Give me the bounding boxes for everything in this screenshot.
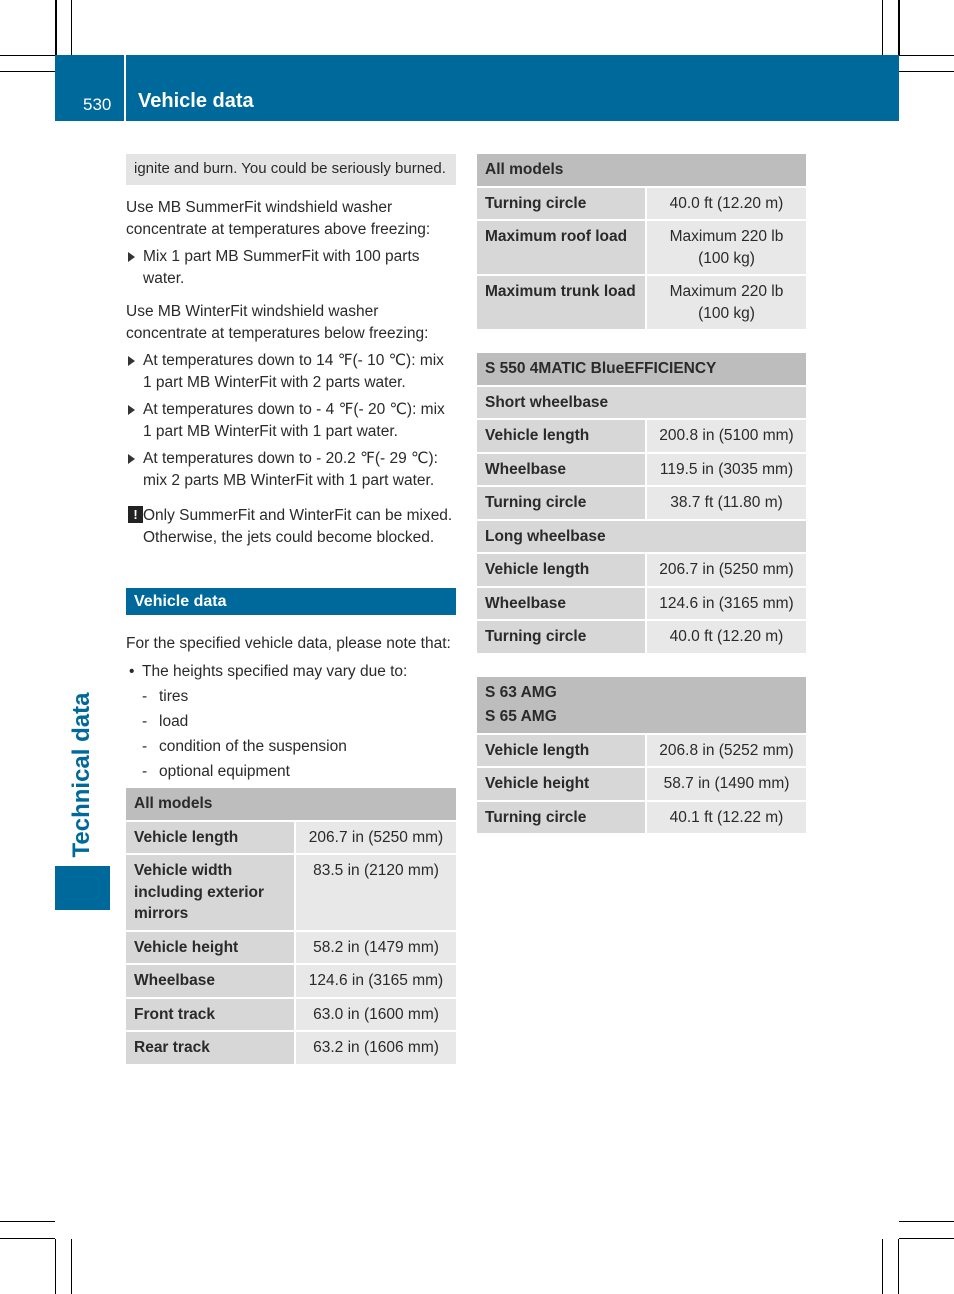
crop-mark	[55, 1239, 56, 1294]
table-key: Turning circle	[477, 486, 646, 520]
crop-mark	[899, 71, 954, 72]
table-key: Vehicle height	[477, 767, 646, 801]
note-item	[126, 505, 456, 548]
table-row	[477, 419, 806, 453]
sub-list-text: load	[159, 712, 189, 730]
table-header	[477, 677, 806, 734]
table-value: 63.2 in (1606 mm)	[295, 1031, 456, 1065]
table-row	[477, 453, 806, 487]
table-key: Vehicle length	[126, 821, 295, 855]
table-row	[477, 386, 806, 420]
crop-mark	[899, 1238, 954, 1239]
table-key: Turning circle	[477, 187, 646, 221]
table-row	[126, 964, 456, 998]
crop-mark	[71, 1239, 72, 1294]
table-header: S 550 4MATIC BlueEFFICIENCY	[477, 353, 806, 386]
table-key: Wheelbase	[477, 453, 646, 487]
table-key: Wheelbase	[126, 964, 295, 998]
table-spacer	[477, 655, 806, 677]
sub-list-item	[126, 711, 456, 733]
warning-icon: !	[128, 506, 143, 523]
dash-icon: -	[142, 687, 148, 705]
bullet-icon: •	[129, 662, 135, 680]
all-models-loads-table	[477, 154, 806, 331]
table-key: Rear track	[126, 1031, 295, 1065]
bullet-text: The heights specified may vary due to:	[142, 662, 408, 680]
step-text: At temperatures down to 14 ℉(- 10 ℃): mix 1 part MB WinterFit with 2 parts water.	[143, 352, 444, 391]
right-column	[477, 154, 806, 835]
table-row	[126, 788, 456, 821]
crop-mark	[0, 71, 55, 72]
table-row	[477, 353, 806, 386]
section-heading: Vehicle data	[126, 588, 456, 615]
table-value: 206.7 in (5250 mm)	[295, 821, 456, 855]
sub-list-item	[126, 736, 456, 758]
note-text: Only SummerFit and WinterFit can be mixed. Otherwise, the jets could become blocked.	[143, 507, 453, 546]
table-key: Vehicle length	[477, 419, 646, 453]
step-item	[126, 399, 456, 442]
table-value: 200.8 in (5100 mm)	[646, 419, 806, 453]
table-row	[477, 801, 806, 835]
table-row	[477, 220, 806, 275]
table-value: 40.0 ft (12.20 m)	[646, 620, 806, 654]
table-value: Maximum 220 lb (100 kg)	[646, 275, 806, 330]
step-item	[126, 246, 456, 289]
table-header: All models	[126, 788, 456, 821]
table-row	[477, 275, 806, 330]
sub-list-item	[126, 761, 456, 783]
step-arrow-icon	[128, 454, 135, 464]
crop-mark	[882, 1239, 883, 1294]
table-row	[477, 587, 806, 621]
crop-mark	[0, 1238, 55, 1239]
step-text: At temperatures down to - 20.2 ℉(- 29 ℃): mix 2 parts MB WinterFit with 1 part water.	[143, 450, 438, 489]
table-header-line: S 65 AMG	[485, 708, 557, 725]
table-key: Vehicle length	[477, 734, 646, 768]
sub-list-text: tires	[159, 687, 189, 705]
table-value: 119.5 in (3035 mm)	[646, 453, 806, 487]
all-models-dimensions-table	[126, 788, 456, 1066]
table-key: Maximum trunk load	[477, 275, 646, 330]
table-row	[477, 486, 806, 520]
step-text: Mix 1 part MB SummerFit with 100 parts water.	[143, 248, 420, 287]
table-key: Vehicle length	[477, 553, 646, 587]
crop-mark	[898, 1239, 899, 1294]
side-tab-marker	[55, 866, 110, 910]
table-value: 40.1 ft (12.22 m)	[646, 801, 806, 835]
sub-list-item	[126, 686, 456, 708]
table-row	[126, 998, 456, 1032]
table-value: 206.7 in (5250 mm)	[646, 553, 806, 587]
crop-mark	[898, 0, 900, 55]
table-value: Maximum 220 lb (100 kg)	[646, 220, 806, 275]
intro-paragraph: For the specified vehicle data, please note that:	[126, 635, 451, 652]
table-spacer	[477, 331, 806, 353]
winterfit-paragraph: Use MB WinterFit windshield washer concentrate at temperatures below freezing:	[126, 303, 429, 342]
s550-table	[477, 353, 806, 655]
table-key: Vehicle width including exterior mirrors	[126, 854, 295, 931]
dash-icon: -	[142, 737, 148, 755]
crop-mark	[55, 0, 57, 55]
dash-icon: -	[142, 762, 148, 780]
table-row	[477, 187, 806, 221]
table-row	[477, 154, 806, 187]
table-key: Maximum roof load	[477, 220, 646, 275]
page-title: Vehicle data	[138, 90, 254, 112]
table-value: 58.7 in (1490 mm)	[646, 767, 806, 801]
table-row	[477, 677, 806, 734]
sub-list-text: condition of the suspension	[159, 737, 347, 755]
table-row	[477, 767, 806, 801]
crop-mark	[899, 55, 954, 56]
table-value: 124.6 in (3165 mm)	[646, 587, 806, 621]
header-divider	[124, 55, 126, 121]
table-value: 40.0 ft (12.20 m)	[646, 187, 806, 221]
step-arrow-icon	[128, 356, 135, 366]
step-item	[126, 448, 456, 491]
table-value: 58.2 in (1479 mm)	[295, 931, 456, 965]
table-row	[126, 854, 456, 931]
table-row	[477, 520, 806, 554]
table-row	[126, 821, 456, 855]
table-row	[126, 931, 456, 965]
table-value: 63.0 in (1600 mm)	[295, 998, 456, 1032]
table-row	[477, 734, 806, 768]
table-row	[477, 620, 806, 654]
table-subheader: Short wheelbase	[477, 386, 806, 420]
table-key: Turning circle	[477, 620, 646, 654]
table-key: Vehicle height	[126, 931, 295, 965]
table-row	[126, 1031, 456, 1065]
page-number: 530	[83, 95, 112, 114]
table-row	[477, 553, 806, 587]
sub-list-text: optional equipment	[159, 762, 290, 780]
warning-box: ignite and burn. You could be seriously burned.	[126, 154, 456, 185]
table-key: Wheelbase	[477, 587, 646, 621]
bullet-item	[126, 661, 456, 683]
step-arrow-icon	[128, 252, 135, 262]
table-header: All models	[477, 154, 806, 187]
crop-mark	[0, 1221, 55, 1222]
table-value: 38.7 ft (11.80 m)	[646, 486, 806, 520]
crop-mark	[899, 1221, 954, 1222]
step-text: At temperatures down to - 4 ℉(- 20 ℃): mix 1 part MB WinterFit with 1 part water.	[143, 401, 445, 440]
table-value: 83.5 in (2120 mm)	[295, 854, 456, 931]
crop-mark	[882, 0, 883, 55]
side-tab-label: Technical data	[68, 692, 95, 858]
crop-mark	[71, 0, 72, 55]
table-key: Turning circle	[477, 801, 646, 835]
table-header-line: S 63 AMG	[485, 683, 557, 701]
table-value: 124.6 in (3165 mm)	[295, 964, 456, 998]
step-item	[126, 350, 456, 393]
dash-icon: -	[142, 712, 148, 730]
table-value: 206.8 in (5252 mm)	[646, 734, 806, 768]
table-subheader: Long wheelbase	[477, 520, 806, 554]
crop-mark	[0, 55, 55, 56]
summerfit-paragraph: Use MB SummerFit windshield washer concentrate at temperatures above freezing:	[126, 199, 431, 238]
table-key: Front track	[126, 998, 295, 1032]
step-arrow-icon	[128, 405, 135, 415]
amg-table	[477, 677, 806, 836]
left-column	[126, 154, 456, 1066]
